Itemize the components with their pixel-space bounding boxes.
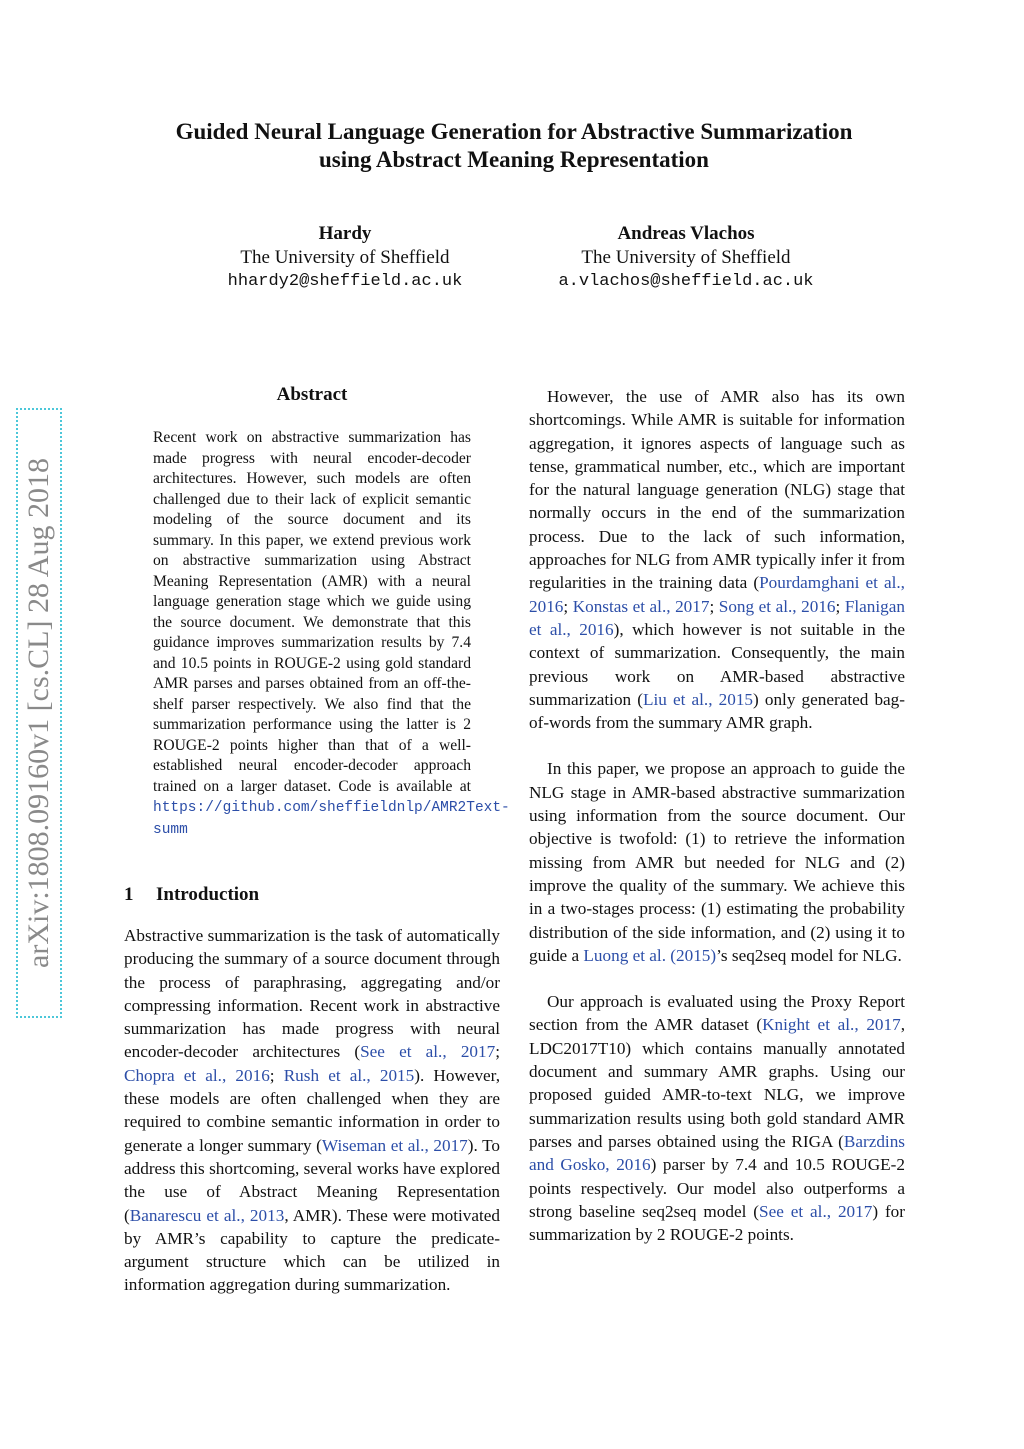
section-title: Introduction xyxy=(156,884,260,905)
intro-paragraph-2: However, the use of AMR also has its own shortcomings. While AMR is suitable for information aggregation, it ignores aspects of language such as tense, grammatical number, etc., which are important for the natural language generation (NLG) stage that normally occurs in the end of the summarization process. Due to the lack of such information, approaches for NLG from AMR typically infer it from regularities in the training data (Pourdamghani et al., 2016; Konstas et al., 2017; Song et al., 2016; Flanigan et al., 2016), which however is not suitable in the context of summarization. Consequently, the main previous work on AMR-based abstractive summarization (Liu et al., 2015) only generated bag-of-words from the summary AMR graph. xyxy=(529,387,906,733)
arxiv-id: arXiv:1808.09160v1 [cs.CL] 28 Aug 2018 xyxy=(22,458,55,968)
abstract-heading: Abstract xyxy=(276,384,348,405)
section-heading-introduction xyxy=(124,884,259,906)
citation-link[interactable]: Wiseman et al., 2017 xyxy=(321,1135,468,1155)
citation-link[interactable]: Flanigan et al., 2016 xyxy=(529,596,905,639)
citation-link[interactable]: Barzdins and Gosko, 2016 xyxy=(529,1131,905,1175)
abstract-text: Recent work on abstractive summarization has made progress with neural encoder-decoder architectures. However, such models are often challenged due to their lack of explicit semantic modeling of the source document and its summary. In this paper, we extend previous work on abstractive summarization using Abstract Meaning Representation (AMR) with a neural language generation stage which we guide using the source document. We demonstrate that this guidance improves summarization results by 7.4 and 10.5 points in ROUGE-2 using gold standard AMR parses and parses obtained from an off-the-shelf parser respectively. We also find that the summarization performance using the latter is 2 ROUGE-2 points higher than that of a well-established neural encoder-decoder approach trained on a larger dataset. Code is available at xyxy=(153,429,471,795)
author-affiliation: The University of Sheffield xyxy=(240,247,450,268)
code-link[interactable]: https://github.com/sheffieldnlp/AMR2Text-summ xyxy=(153,800,510,838)
author-email: a.vlachos@sheffield.ac.uk xyxy=(558,272,814,291)
author-name: Hardy xyxy=(318,223,372,244)
author-block-hardy xyxy=(175,222,515,294)
title-line-1: Guided Neural Language Generation for Abstractive Summarization xyxy=(175,119,853,144)
citation-link[interactable]: Rush et al., 2015 xyxy=(283,1065,415,1085)
author-affiliation: The University of Sheffield xyxy=(581,247,791,268)
citation-link[interactable]: Konstas et al., 2017 xyxy=(572,596,710,616)
citation-link[interactable]: Banarescu et al., 2013 xyxy=(129,1205,285,1225)
intro-paragraph-1: Abstractive summarization is the task of automatically producing the summary of a source document through the process of paraphrasing, aggregating and/or compressing information. Recent work in abstractive summarization has made progress with neural encoder-decoder architectures (See et al., 2017; Chopra et al., 2016; Rush et al., 2015). However, these models are often challenged when they are required to combine semantic information in order to generate a longer summary (Wiseman et al., 2017). To address this shortcoming, several works have explored the use of Abstract Meaning Representation (Banarescu et al., 2013, AMR). These were motivated by AMR’s capability to capture the predicate-argument structure which can be utilized in information aggregation during summarization. xyxy=(124,926,501,1295)
author-block-vlachos xyxy=(516,222,856,294)
citation-link[interactable]: Song et al., 2016 xyxy=(718,596,836,616)
intro-paragraph-3: In this paper, we propose an approach to guide the NLG stage in AMR-based abstractive summarization using information from the source document. Our objective is twofold: (1) to retrieve the information missing from AMR but needed for NLG and (2) improve the quality of the summary. We achieve this in a two-stages process: (1) estimating the probability distribution of the side information, and (2) using it to guide a Luong et al. (2015)’s seq2seq model for NLG. xyxy=(529,759,905,965)
citation-link[interactable]: See et al., 2017 xyxy=(360,1042,496,1062)
citation-link[interactable]: Pourdamghani et al., 2016 xyxy=(529,573,905,616)
citation-link[interactable]: Luong et al. (2015) xyxy=(583,945,717,965)
author-email: hhardy2@sheffield.ac.uk xyxy=(227,272,463,291)
title-line-2: using Abstract Meaning Representation xyxy=(319,147,709,172)
citation-link[interactable]: Chopra et al., 2016 xyxy=(124,1065,270,1085)
intro-right-column xyxy=(529,385,905,1246)
section-number: 1 xyxy=(124,884,134,905)
arxiv-identifier-stamp xyxy=(16,408,62,1018)
abstract-body xyxy=(153,428,510,840)
intro-paragraph-4: Our approach is evaluated using the Proxy Report section from the AMR dataset (Knight et al., 2017, LDC2017T10) which contains manually annotated document and summary AMR graphs. Using our proposed guided AMR-to-text NLG, we improve summarization results using both gold standard AMR parses and parses obtained using the RIGA (Barzdins and Gosko, 2016) parser by 7.4 and 10.5 ROUGE-2 points respectively. Our model also outperforms a strong baseline seq2seq model (See et al., 2017) for summarization by 2 ROUGE-2 points. xyxy=(529,992,905,1245)
intro-left-column xyxy=(124,924,500,1297)
author-name: Andreas Vlachos xyxy=(617,223,755,244)
paper-title xyxy=(100,118,928,174)
citation-link[interactable]: See et al., 2017 xyxy=(759,1201,873,1221)
citation-link[interactable]: Liu et al., 2015 xyxy=(643,689,754,709)
citation-link[interactable]: Knight et al., 2017 xyxy=(762,1015,901,1035)
